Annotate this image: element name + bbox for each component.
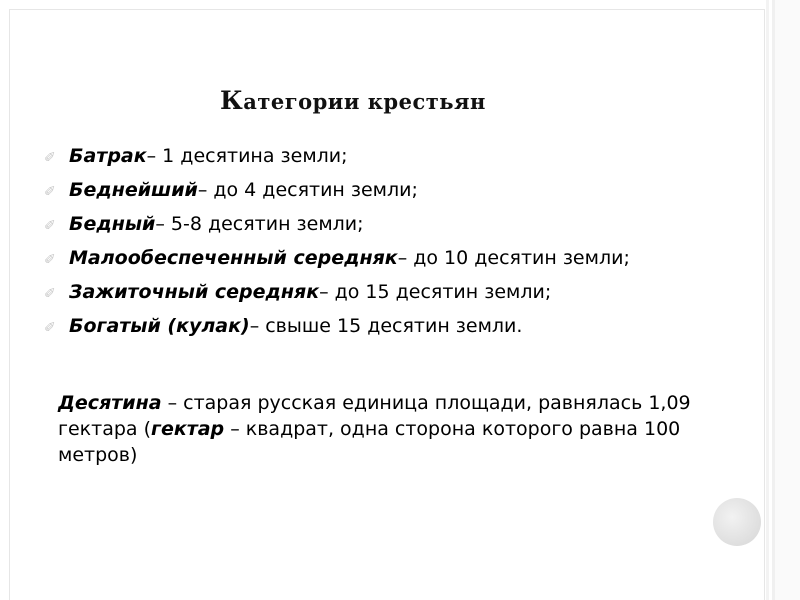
category-desc: – 5-8 десятин земли; — [155, 213, 364, 235]
note-term-gektar: гектар — [151, 418, 225, 440]
list-item — [44, 281, 630, 315]
definition-note — [58, 390, 698, 468]
category-desc: – до 15 десятин земли; — [319, 281, 552, 303]
pen-bullet-icon: ✐ — [44, 218, 56, 234]
category-term: Батрак — [69, 145, 147, 167]
pen-bullet-icon: ✐ — [44, 286, 56, 302]
note-term-desyatina: Десятина — [58, 392, 162, 414]
list-item — [44, 247, 630, 281]
note-text-2: – квадрат, одна сторона которого равна 100 метров) — [58, 418, 681, 466]
decorative-side-stripe — [766, 0, 800, 600]
category-desc: – 1 десятина земли; — [146, 145, 348, 167]
pen-bullet-icon: ✐ — [44, 320, 56, 336]
slide-title — [220, 86, 560, 115]
category-desc: – свыше 15 десятин земли. — [249, 315, 523, 337]
peasant-categories-list — [44, 145, 630, 349]
category-term: Зажиточный середняк — [69, 281, 320, 303]
pen-bullet-icon: ✐ — [44, 184, 56, 200]
pen-bullet-icon: ✐ — [44, 252, 56, 268]
note-text-1: – старая русская единица площади, равнялась 1,09 гектара ( — [58, 392, 691, 440]
title-initial: К — [220, 86, 244, 115]
category-term: Малообеспеченный середняк — [69, 247, 398, 269]
title-text: атегории крестьян — [243, 89, 486, 114]
category-desc: – до 4 десятин земли; — [197, 179, 418, 201]
pen-bullet-icon: ✐ — [44, 150, 56, 166]
category-desc: – до 10 десятин земли; — [397, 247, 630, 269]
category-term: Богатый (кулак) — [69, 315, 250, 337]
list-item — [44, 315, 630, 349]
list-item — [44, 179, 630, 213]
list-item — [44, 213, 630, 247]
category-term: Беднейший — [69, 179, 198, 201]
decorative-circle — [713, 498, 761, 546]
list-item — [44, 145, 630, 179]
category-term: Бедный — [69, 213, 156, 235]
